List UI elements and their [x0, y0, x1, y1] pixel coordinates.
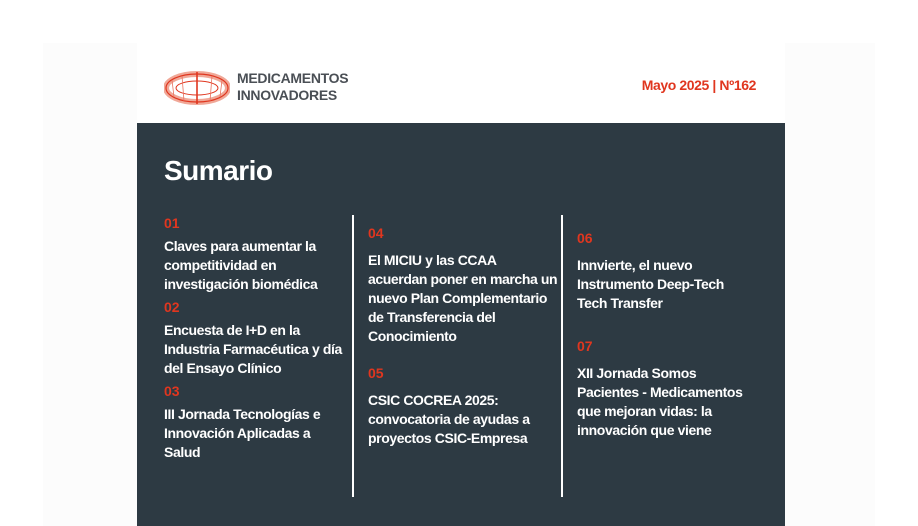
summary-item[interactable]: [368, 224, 558, 346]
brand-name: [237, 70, 348, 104]
item-number: 02: [164, 299, 180, 315]
summary-item[interactable]: [577, 229, 757, 313]
column-divider: [352, 215, 354, 497]
item-number: 03: [164, 383, 180, 399]
item-number: 04: [368, 225, 384, 241]
brand-line-2: INNOVADORES: [237, 87, 337, 103]
column-divider: [561, 215, 563, 497]
summary-column-3: [577, 229, 757, 440]
item-number: 06: [577, 230, 593, 246]
item-link[interactable]: Claves para aumentar la competitividad en investigación biomédica: [164, 238, 318, 292]
item-link[interactable]: Innvierte, el nuevo Instrumento Deep-Tech Tech Transfer: [577, 257, 724, 311]
item-number: 01: [164, 215, 180, 231]
item-link[interactable]: El MICIU y las CCAA acuerdan poner en marcha un nuevo Plan Complementario de Transferencia del Conocimiento: [368, 252, 558, 344]
summary-panel: [137, 123, 785, 526]
issue-label: Mayo 2025 | Nº162: [641, 77, 756, 93]
summary-title: Sumario: [164, 155, 273, 186]
brand-line-1: MEDICAMENTOS: [237, 70, 349, 86]
summary-item[interactable]: [164, 298, 344, 378]
summary-column-2: [368, 224, 558, 448]
item-link[interactable]: III Jornada Tecnologías e Innovación Aplicadas a Salud: [164, 406, 321, 460]
item-link[interactable]: CSIC COCREA 2025: convocatoria de ayudas a proyectos CSIC-Empresa: [368, 392, 530, 446]
medicamentos-innovadores-logo-icon: [164, 70, 230, 106]
summary-item[interactable]: [164, 382, 344, 462]
summary-item[interactable]: [368, 364, 558, 448]
summary-item[interactable]: [577, 337, 757, 440]
item-link[interactable]: XII Jornada Somos Pacientes - Medicamentos que mejoran vidas: la innovación que viene: [577, 365, 743, 438]
newsletter: [137, 43, 785, 526]
summary-item[interactable]: [164, 214, 344, 294]
newsletter-header: [137, 43, 785, 123]
item-number: 07: [577, 338, 593, 354]
item-number: 05: [368, 365, 384, 381]
item-link[interactable]: Encuesta de I+D en la Industria Farmacéutica y día del Ensayo Clínico: [164, 322, 342, 376]
summary-column-1: [164, 214, 344, 462]
